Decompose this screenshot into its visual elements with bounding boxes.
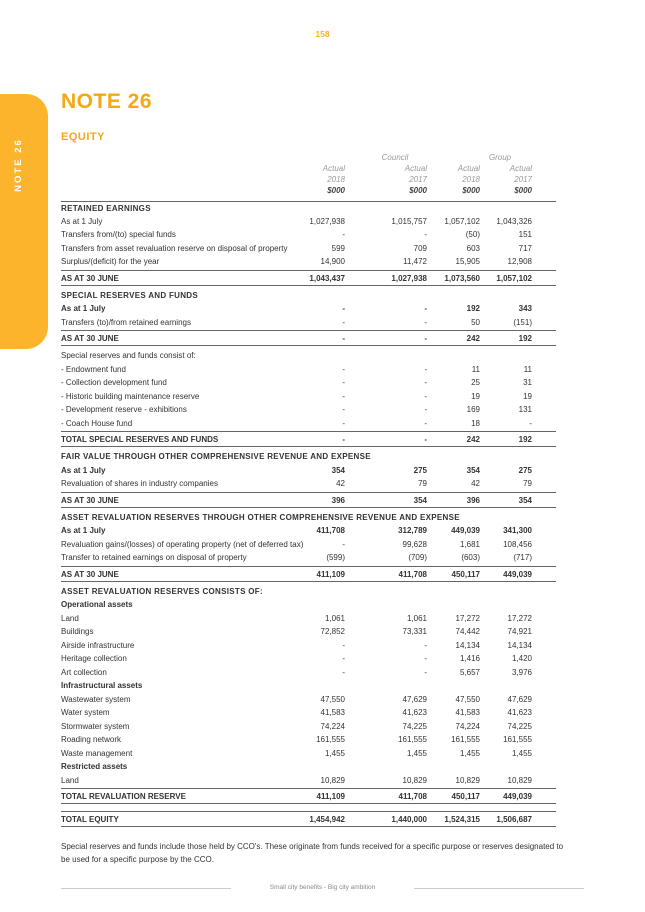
footer-tagline: Small city benefits - Big city ambition: [269, 884, 376, 891]
row-label: Infrastructural assets: [61, 681, 143, 690]
row-value: 341,300: [503, 526, 532, 535]
row-value: 411,708: [398, 792, 427, 801]
equity-table: [61, 152, 556, 827]
row-value: 192: [518, 334, 532, 343]
row-value: -: [424, 667, 427, 677]
table-row: [61, 376, 556, 390]
total-row: [61, 788, 556, 804]
section-heading-label: SPECIAL RESERVES AND FUNDS: [61, 290, 199, 300]
spacer: [61, 804, 556, 811]
section-heading: [61, 450, 556, 464]
table-row: [61, 524, 556, 538]
col-actual: Actual: [457, 164, 480, 173]
row-value: 161,555: [451, 735, 480, 744]
row-value: 1,506,687: [496, 815, 532, 824]
section-heading-label: ASSET REVALUATION RESERVES CONSISTS OF:: [61, 586, 263, 596]
row-value: -: [342, 230, 345, 239]
row-value: 161,555: [503, 735, 532, 744]
row-value: 450,117: [451, 569, 480, 579]
row-value: 161,555: [398, 735, 427, 744]
row-value: 11: [471, 364, 480, 374]
row-value: 99,628: [402, 539, 427, 549]
row-value: -: [424, 317, 427, 327]
table-row: [61, 255, 556, 269]
row-value: -: [342, 364, 345, 374]
row-label: Land: [61, 775, 79, 785]
row-value: (151): [513, 317, 532, 327]
row-value: 79: [418, 479, 427, 488]
section-heading-label: ASSET REVALUATION RESERVES THROUGH OTHER COMPREHENSIVE REVENUE AND EXPENSE: [61, 512, 460, 522]
row-value: 354: [331, 465, 345, 475]
row-label: Transfers (to)/from retained earnings: [61, 317, 191, 327]
row-label: Restricted assets: [61, 762, 128, 771]
section-heading-label: RETAINED EARNINGS: [61, 204, 151, 213]
table-row: [61, 551, 556, 565]
row-label: AS AT 30 JUNE: [61, 569, 119, 579]
table-row: [61, 666, 556, 680]
row-value: -: [342, 640, 345, 650]
row-value: 18: [471, 418, 480, 428]
row-label: Wastewater system: [61, 694, 131, 704]
row-value: -: [424, 378, 427, 387]
row-label: Art collection: [61, 667, 107, 677]
row-value: 14,900: [320, 257, 345, 266]
row-value: 354: [413, 495, 427, 505]
group-header: Group: [488, 153, 512, 162]
row-value: 108,456: [503, 539, 532, 549]
row-value: 312,789: [398, 526, 427, 535]
col-actual: Actual: [404, 164, 427, 173]
row-value: 1,061: [324, 613, 345, 623]
row-value: 74,225: [507, 721, 532, 731]
row-value: 11,472: [403, 257, 427, 266]
table-row: [61, 390, 556, 404]
table-row: [61, 403, 556, 417]
col-year: 2018: [327, 175, 345, 184]
row-value: -: [424, 435, 427, 444]
row-value: 47,629: [402, 694, 427, 704]
row-value: 275: [413, 465, 427, 475]
row-value: 709: [413, 243, 427, 253]
row-value: 1,455: [459, 748, 480, 758]
row-label: Operational assets: [61, 600, 133, 609]
section-heading: [61, 511, 556, 525]
side-tab: [0, 94, 48, 349]
row-label: TOTAL EQUITY: [61, 815, 119, 824]
row-value: 79: [523, 479, 532, 488]
col-unit: $000: [462, 186, 480, 195]
table-row: [61, 349, 556, 363]
footnote: Special reserves and funds include those held by CCO's. These originate from funds received for a specific purpose or reserves designated to be used for a specific purpose by the CCO.: [61, 842, 564, 864]
row-value: 1,440,000: [391, 815, 427, 824]
row-label: TOTAL SPECIAL RESERVES AND FUNDS: [61, 435, 219, 444]
row-value: 42: [471, 479, 480, 488]
table-row: [61, 612, 556, 626]
row-value: (709): [408, 553, 427, 562]
table-row: [61, 639, 556, 653]
col-unit: $000: [514, 186, 532, 195]
row-label: Roading network: [61, 735, 122, 744]
row-value: 192: [518, 435, 532, 444]
row-value: 74,224: [320, 721, 345, 731]
table-row: [61, 679, 556, 693]
row-value: 72,852: [320, 627, 345, 636]
row-label: - Endowment fund: [61, 364, 126, 374]
row-value: 1,043,326: [496, 216, 532, 226]
row-value: 74,921: [507, 627, 532, 636]
row-value: (50): [465, 230, 480, 239]
table-row: [61, 625, 556, 639]
row-value: (603): [461, 553, 480, 562]
table-header: [61, 152, 556, 198]
row-label: Water system: [61, 708, 110, 717]
col-actual: Actual: [509, 164, 532, 173]
row-value: 3,976: [511, 667, 532, 677]
row-value: 41,583: [320, 708, 345, 717]
row-value: 47,550: [455, 694, 480, 704]
total-equity-row: [61, 811, 556, 827]
row-value: 242: [466, 435, 480, 444]
section-title: EQUITY: [61, 131, 105, 143]
row-value: 354: [466, 465, 480, 475]
row-value: 1,455: [324, 748, 345, 758]
row-value: -: [424, 405, 427, 414]
row-value: 599: [331, 243, 345, 253]
row-value: 275: [518, 465, 532, 475]
row-value: 717: [518, 243, 532, 253]
col-year: 2018: [462, 175, 480, 184]
row-value: -: [424, 304, 427, 313]
table-row: [61, 215, 556, 229]
row-value: 1,681: [459, 539, 480, 549]
row-value: 41,623: [507, 708, 532, 717]
row-value: 450,117: [451, 792, 480, 801]
row-value: -: [424, 418, 427, 428]
row-value: 74,442: [455, 627, 480, 636]
row-value: -: [342, 304, 345, 313]
section-heading-label: FAIR VALUE THROUGH OTHER COMPREHENSIVE REVENUE AND EXPENSE: [61, 452, 371, 461]
row-value: 151: [518, 230, 532, 239]
row-value: 47,550: [320, 694, 345, 704]
table-row: [61, 598, 556, 612]
col-unit: $000: [409, 186, 427, 195]
total-row: [61, 270, 556, 286]
council-header: Council: [381, 153, 409, 162]
table-row: [61, 464, 556, 478]
row-value: 1,027,938: [391, 273, 427, 283]
row-label: Transfers from asset revaluation reserve on disposal of property: [61, 243, 288, 253]
row-value: -: [342, 418, 345, 428]
row-value: 10,829: [320, 775, 345, 785]
row-value: 10,829: [402, 775, 427, 785]
row-label: Airside infrastructure: [61, 640, 135, 650]
row-label: AS AT 30 JUNE: [61, 273, 119, 283]
row-value: (599): [326, 553, 345, 562]
table-row: [61, 477, 556, 491]
row-value: -: [529, 418, 532, 428]
row-value: 169: [466, 405, 480, 414]
page-number: 158: [315, 29, 330, 39]
row-value: 5,657: [459, 667, 480, 677]
col-actual: Actual: [322, 164, 345, 173]
row-value: -: [342, 654, 345, 663]
row-value: 1,455: [406, 748, 427, 758]
row-label: As at 1 July: [61, 526, 106, 535]
row-value: 1,073,560: [444, 273, 480, 283]
row-value: 411,708: [398, 569, 427, 579]
table-body: [61, 201, 556, 827]
table-row: [61, 363, 556, 377]
row-value: -: [424, 364, 427, 374]
row-value: 411,708: [316, 526, 345, 535]
row-label: - Coach House fund: [61, 418, 133, 428]
row-label: Heritage collection: [61, 654, 127, 663]
row-label: Stormwater system: [61, 721, 130, 731]
row-value: 41,583: [455, 708, 480, 717]
row-value: 1,043,437: [309, 273, 345, 283]
row-label: AS AT 30 JUNE: [61, 495, 119, 505]
row-label: Land: [61, 613, 79, 623]
table-row: [61, 652, 556, 666]
table-row: [61, 228, 556, 242]
row-label: As at 1 July: [61, 216, 103, 226]
row-value: 449,039: [451, 526, 480, 535]
table-row: [61, 316, 556, 330]
row-value: 1,416: [459, 654, 480, 663]
section-heading: [61, 585, 556, 599]
row-value: 1,524,315: [444, 815, 480, 824]
table-row: [61, 242, 556, 256]
row-value: 411,109: [316, 569, 345, 579]
row-value: 343: [518, 304, 532, 313]
row-value: 1,057,102: [496, 273, 532, 283]
row-value: 242: [466, 334, 480, 343]
row-label: As at 1 July: [61, 304, 106, 313]
note-title: NOTE 26: [61, 90, 153, 113]
row-value: -: [424, 654, 427, 663]
row-value: 354: [518, 495, 532, 505]
table-row: [61, 302, 556, 316]
row-value: 449,039: [503, 569, 532, 579]
row-value: -: [424, 391, 427, 401]
row-value: 131: [518, 405, 532, 414]
row-value: -: [342, 378, 345, 387]
row-label: - Collection development fund: [61, 378, 167, 387]
side-tab-label: NOTE 26: [13, 138, 24, 192]
row-label: Revaluation gains/(losses) of operating property (net of deferred tax): [61, 539, 304, 549]
row-value: 161,555: [316, 735, 345, 744]
row-value: -: [342, 405, 345, 414]
row-value: 10,829: [507, 775, 532, 785]
table-row: [61, 538, 556, 552]
row-label: Surplus/(deficit) for the year: [61, 257, 160, 266]
row-value: 192: [466, 304, 480, 313]
col-unit: $000: [327, 186, 345, 195]
row-value: 1,027,938: [309, 216, 345, 226]
row-value: -: [342, 391, 345, 401]
table-row: [61, 774, 556, 788]
row-value: 603: [466, 243, 480, 253]
row-label: Transfer to retained earnings on disposal of property: [61, 553, 247, 562]
table-row: [61, 693, 556, 707]
row-value: -: [342, 667, 345, 677]
row-value: 41,623: [402, 708, 427, 717]
row-value: 396: [331, 495, 345, 505]
table-row: [61, 760, 556, 774]
row-value: 42: [336, 479, 345, 488]
row-label: Special reserves and funds consist of:: [61, 351, 196, 360]
table-row: [61, 706, 556, 720]
row-label: As at 1 July: [61, 465, 106, 475]
row-label: TOTAL REVALUATION RESERVE: [61, 792, 186, 801]
row-value: -: [424, 334, 427, 343]
row-value: -: [424, 230, 427, 239]
row-value: 74,224: [455, 721, 480, 731]
row-value: 12,908: [507, 257, 532, 266]
row-label: Waste management: [61, 748, 133, 758]
row-value: 1,420: [511, 654, 532, 663]
row-value: 50: [471, 317, 480, 327]
row-value: 15,905: [455, 257, 480, 266]
row-value: 25: [471, 378, 480, 387]
row-value: 74,225: [402, 721, 427, 731]
row-value: 47,629: [507, 694, 532, 704]
row-value: 17,272: [507, 613, 532, 623]
table-row: [61, 720, 556, 734]
total-row: [61, 330, 556, 346]
row-label: Transfers from/(to) special funds: [61, 230, 176, 239]
total-row: [61, 566, 556, 582]
row-value: (717): [513, 553, 532, 562]
row-value: 17,272: [455, 613, 480, 623]
section-heading: [61, 201, 556, 215]
row-value: 19: [523, 391, 532, 401]
row-value: 396: [466, 495, 480, 505]
section-heading: [61, 289, 556, 303]
row-value: 31: [523, 378, 532, 387]
row-value: 411,109: [316, 792, 345, 801]
row-label: Revaluation of shares in industry companies: [61, 479, 218, 488]
total-row: [61, 431, 556, 447]
table-row: [61, 417, 556, 431]
row-value: 73,331: [402, 627, 427, 636]
col-year: 2017: [514, 175, 532, 184]
row-value: -: [342, 539, 345, 549]
row-value: -: [424, 640, 427, 650]
total-row: [61, 492, 556, 508]
row-label: AS AT 30 JUNE: [61, 334, 119, 343]
row-value: 14,134: [455, 640, 480, 650]
row-value: -: [342, 317, 345, 327]
row-value: 14,134: [507, 640, 532, 650]
col-year: 2017: [409, 175, 427, 184]
row-label: Buildings: [61, 627, 94, 636]
row-value: 1,015,757: [391, 216, 427, 226]
table-row: [61, 733, 556, 747]
row-value: 11: [523, 364, 532, 374]
row-value: 1,061: [406, 613, 427, 623]
row-label: - Development reserve - exhibitions: [61, 405, 187, 414]
row-value: -: [342, 435, 345, 444]
row-value: 1,057,102: [444, 216, 480, 226]
row-value: -: [342, 334, 345, 343]
row-value: 1,455: [511, 748, 532, 758]
table-row: [61, 747, 556, 761]
row-value: 449,039: [503, 792, 532, 801]
row-value: 10,829: [455, 775, 480, 785]
row-value: 19: [471, 391, 480, 401]
row-label: - Historic building maintenance reserve: [61, 391, 200, 401]
row-value: 1,454,942: [309, 815, 345, 824]
